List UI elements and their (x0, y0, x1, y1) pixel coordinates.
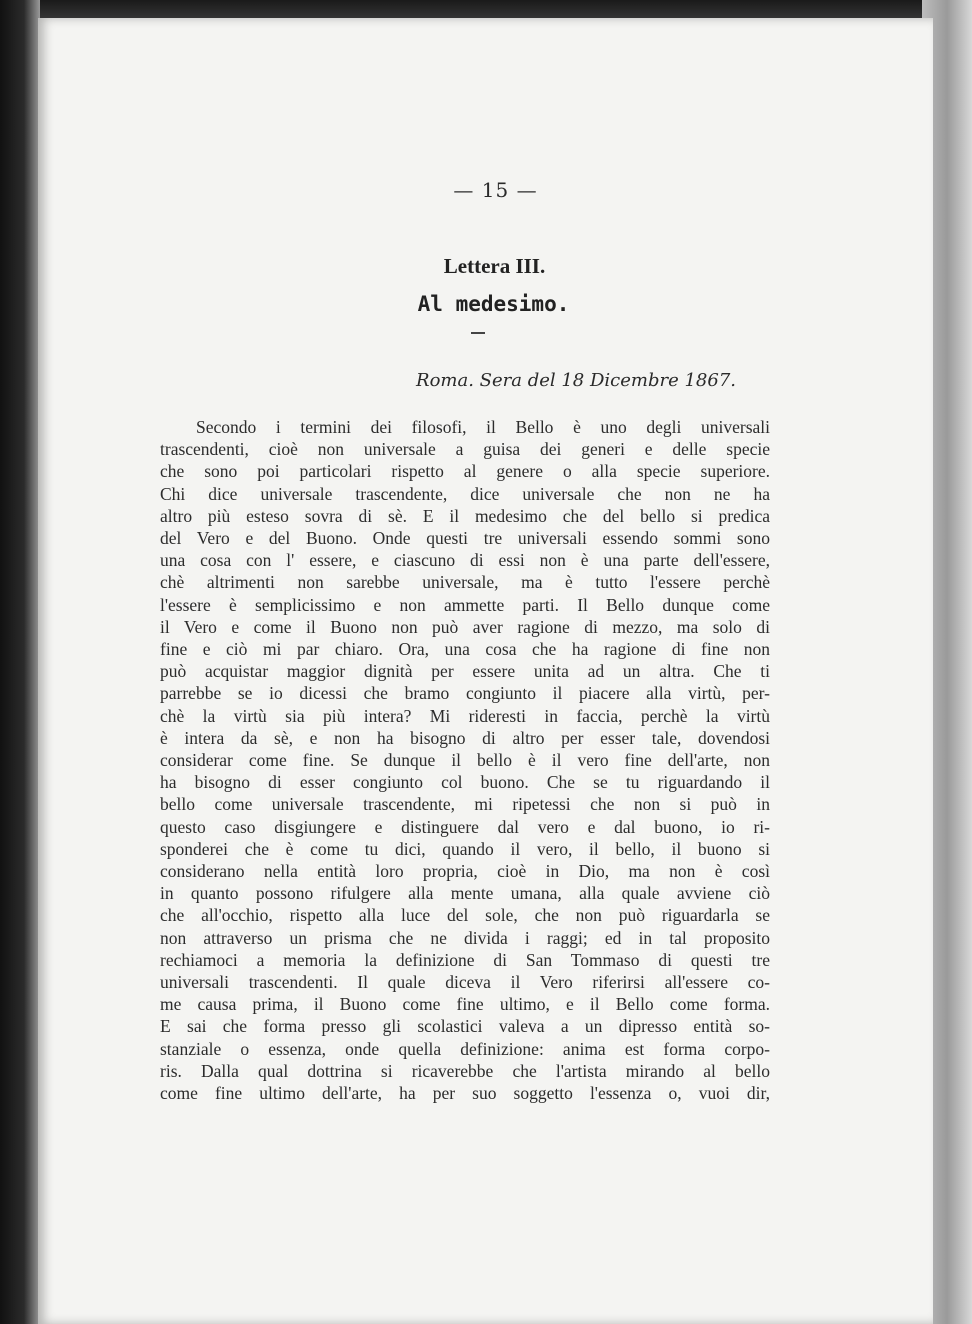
body-line: che sono poi particolari rispetto al genere o alla specie superiore. (160, 461, 770, 482)
body-line: E sai che forma presso gli scolastici valeva a un dipresso entità so- (160, 1016, 770, 1037)
body-line: considerar come fine. Se dunque il bello è il vero fine dell'arte, non (160, 750, 770, 771)
body-line: del Vero e del Buono. Onde questi tre universali essendo sommi sono (160, 528, 770, 549)
letter-recipient: Al medesimo. (417, 292, 570, 316)
body-line: che all'occhio, rispetto alla luce del sole, che non può riguardarla se (160, 905, 770, 926)
page-number: — 15 — (453, 178, 538, 202)
heading-rule (471, 332, 485, 334)
body-line: considerano nella entità loro propria, cioè in Dio, ma non è così (160, 861, 770, 882)
dateline: Roma. Sera del 18 Dicembre 1867. (416, 370, 736, 391)
body-line: ha bisogno di esser congiunto col buono. Che se tu riguardando il (160, 772, 770, 793)
body-line: universali trascendenti. Il quale diceva il Vero riferirsi all'essere co- (160, 972, 770, 993)
body-line: chè altrimenti non sarebbe universale, ma è tutto l'essere perchè (160, 572, 770, 593)
body-line: in quanto possono rifulgere alla mente umana, alla quale avviene ciò (160, 883, 770, 904)
body-line: trascendenti, cioè non universale a guisa dei generi e delle specie (160, 439, 770, 460)
body-line: altro più esteso sovra di sè. E il medesimo che del bello si predica (160, 505, 770, 526)
body-line: fine e ciò mi par chiaro. Ora, una cosa che ha ragione di fine non (160, 639, 770, 660)
letter-heading: Lettera III. (443, 254, 546, 278)
body-line: sponderei che è come tu dici, quando il vero, il bello, il buono si (160, 838, 770, 859)
body-line: stanziale o essenza, onde quella definizione: anima est forma corpo- (160, 1038, 770, 1059)
scan-edge-left (0, 0, 40, 1324)
letter-body (160, 416, 770, 1104)
body-line: ris. Dalla qual dottrina si ricaverebbe che l'artista mirando al bello (160, 1060, 770, 1081)
body-line: come fine ultimo dell'arte, ha per suo soggetto l'essenza o, vuoi dir, (160, 1083, 770, 1104)
body-line: l'essere è semplicissimo e non ammette parti. Il Bello dunque come (160, 594, 770, 615)
body-line: non attraverso un prisma che ne divida i raggi; ed in tal proposito (160, 927, 770, 948)
body-line: bello come universale trascendente, mi ripetessi che non si può in (160, 794, 770, 815)
body-line: rechiamoci a memoria la definizione di San Tommaso di questi tre (160, 949, 770, 970)
body-line: è intera da sè, e non ha bisogno di altro per esser tale, dovendosi (160, 727, 770, 748)
body-line: parrebbe se io dicessi che bramo congiunto il piacere alla virtù, per- (160, 683, 770, 704)
body-line: Secondo i termini dei filosofi, il Bello è uno degli universali (196, 417, 770, 437)
body-line: una cosa con l' essere, e ciascuno di essi non è una parte dell'essere, (160, 550, 770, 571)
body-line: chè la virtù sia più intera? Mi rideresti in faccia, perchè la virtù (160, 705, 770, 726)
body-line: questo caso disgiungere e distinguere dal vero e dal buono, io ri- (160, 816, 770, 837)
body-line: il Vero e come il Buono non può aver ragione di mezzo, ma solo di (160, 616, 770, 637)
body-line: me causa prima, il Buono come fine ultimo, e il Bello come forma. (160, 994, 770, 1015)
body-line: Chi dice universale trascendente, dice universale che non ne ha (160, 483, 770, 504)
body-line: può acquistar maggior dignità per essere unita ad un altra. Che ti (160, 661, 770, 682)
book-page (38, 18, 933, 1324)
